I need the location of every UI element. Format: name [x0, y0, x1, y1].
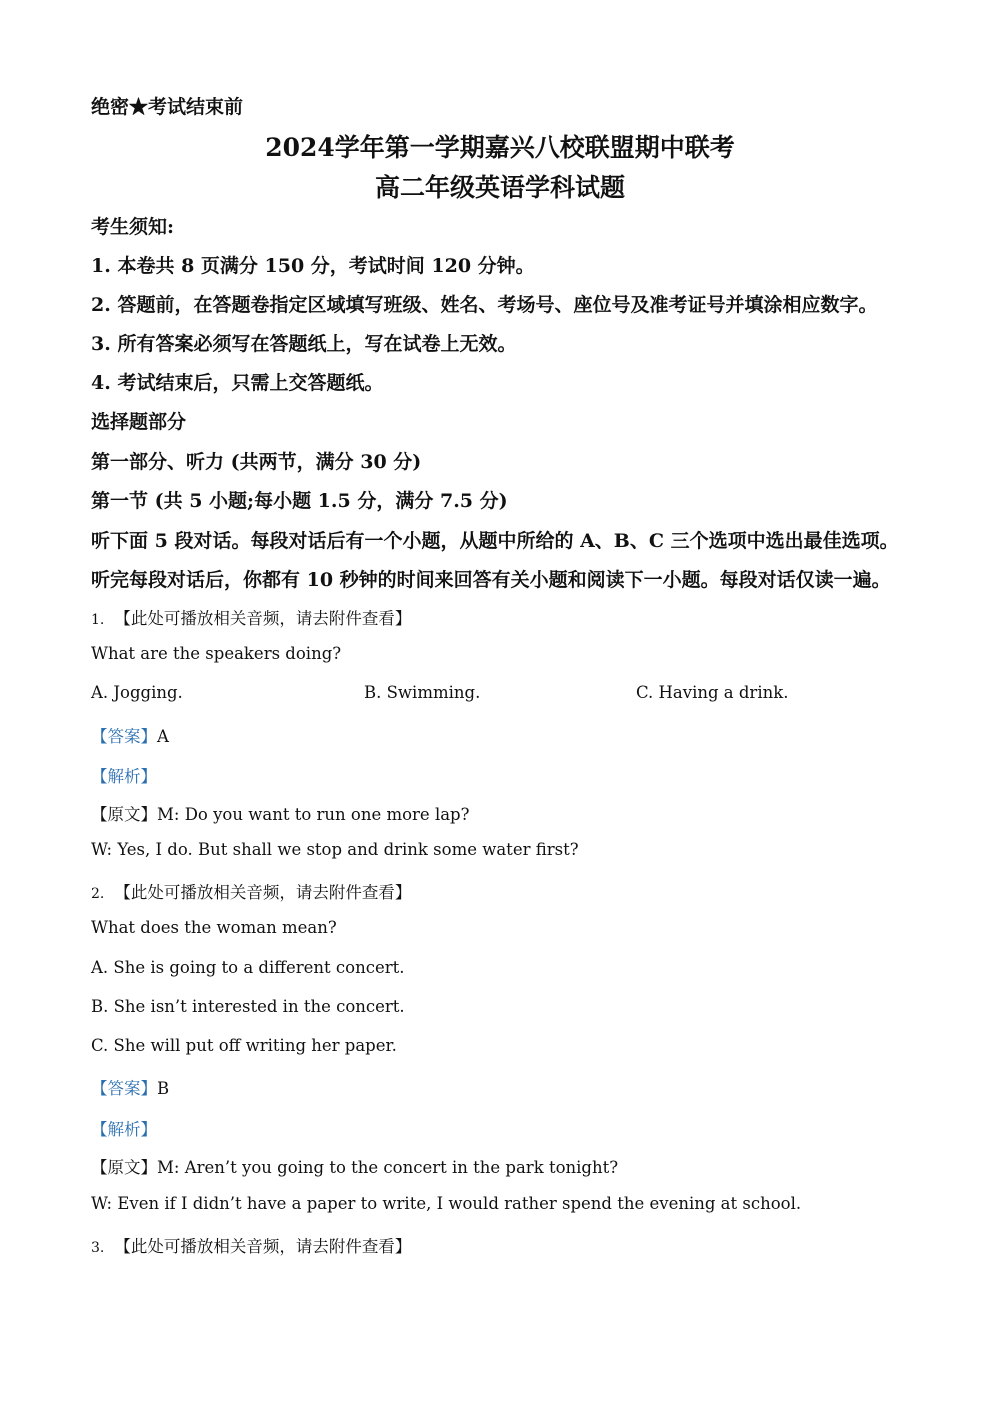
answer-tag: 【答案】 — [91, 727, 157, 746]
analysis-tag: 【解析】 — [91, 1120, 157, 1139]
answer-row — [91, 723, 169, 747]
audio-placeholder: 【此处可播放相关音频，请去附件查看】 — [114, 1237, 412, 1256]
question-number: 3. — [91, 1240, 105, 1256]
part1-heading: 第一部分、听力 (共两节，满分 30 分) — [91, 451, 422, 473]
original-line: W: Even if I didn’t have a paper to write, I would rather spend the evening at school. — [91, 1194, 802, 1213]
option-a: A. She is going to a different concert. — [91, 958, 405, 977]
question-1-text: What are the speakers doing? — [91, 644, 342, 663]
question-number: 2. — [91, 886, 105, 902]
question-2-text: What does the woman mean? — [91, 918, 337, 937]
section1-heading: 第一节 (共 5 小题;每小题 1.5 分，满分 7.5 分) — [91, 490, 508, 512]
audio-placeholder: 【此处可播放相关音频，请去附件查看】 — [114, 883, 412, 902]
option-c: C. Having a drink. — [636, 683, 789, 702]
exam-title: 2024学年第一学期嘉兴八校联盟期中联考 — [265, 133, 735, 162]
original-tag: 【原文】 — [91, 805, 157, 824]
confidential-label: 绝密★考试结束前 — [91, 96, 244, 118]
answer-value: A — [157, 727, 169, 746]
question-number: 1. — [91, 612, 105, 628]
instructions-line: 听完每段对话后，你都有 10 秒钟的时间来回答有关小题和阅读下一小题。每段对话仅读一遍。 — [91, 569, 891, 591]
answer-tag: 【答案】 — [91, 1079, 157, 1098]
notice-item: 1. 本卷共 8 页满分 150 分，考试时间 120 分钟。 — [91, 255, 535, 277]
option-b: B. Swimming. — [364, 683, 481, 702]
original-line — [91, 801, 469, 825]
answer-row — [91, 1075, 169, 1099]
part-label: 选择题部分 — [91, 411, 187, 433]
question-2-header — [91, 879, 411, 903]
analysis-tag: 【解析】 — [91, 767, 157, 786]
notice-item: 4. 考试结束后，只需上交答题纸。 — [91, 372, 384, 394]
notice-heading: 考生须知: — [91, 216, 175, 238]
question-1-header — [91, 605, 411, 629]
instructions-line: 听下面 5 段对话。每段对话后有一个小题，从题中所给的 A、B、C 三个选项中选出最佳选项。 — [91, 530, 899, 552]
notice-item: 3. 所有答案必须写在答题纸上，写在试卷上无效。 — [91, 333, 517, 355]
option-b: B. She isn’t interested in the concert. — [91, 997, 405, 1016]
original-line: W: Yes, I do. But shall we stop and drink some water first? — [91, 840, 579, 859]
original-text: M: Aren’t you going to the concert in the park tonight? — [157, 1158, 619, 1177]
question-3-header — [91, 1233, 411, 1257]
option-c: C. She will put off writing her paper. — [91, 1036, 397, 1055]
exam-subtitle: 高二年级英语学科试题 — [374, 173, 625, 202]
original-tag: 【原文】 — [91, 1158, 157, 1177]
notice-item: 2. 答题前，在答题卷指定区域填写班级、姓名、考场号、座位号及准考证号并填涂相应数字。 — [91, 294, 878, 316]
option-a: A. Jogging. — [91, 683, 183, 702]
answer-value: B — [157, 1079, 170, 1098]
original-text: M: Do you want to run one more lap? — [157, 805, 470, 824]
audio-placeholder: 【此处可播放相关音频，请去附件查看】 — [114, 609, 412, 628]
original-line — [91, 1154, 618, 1178]
